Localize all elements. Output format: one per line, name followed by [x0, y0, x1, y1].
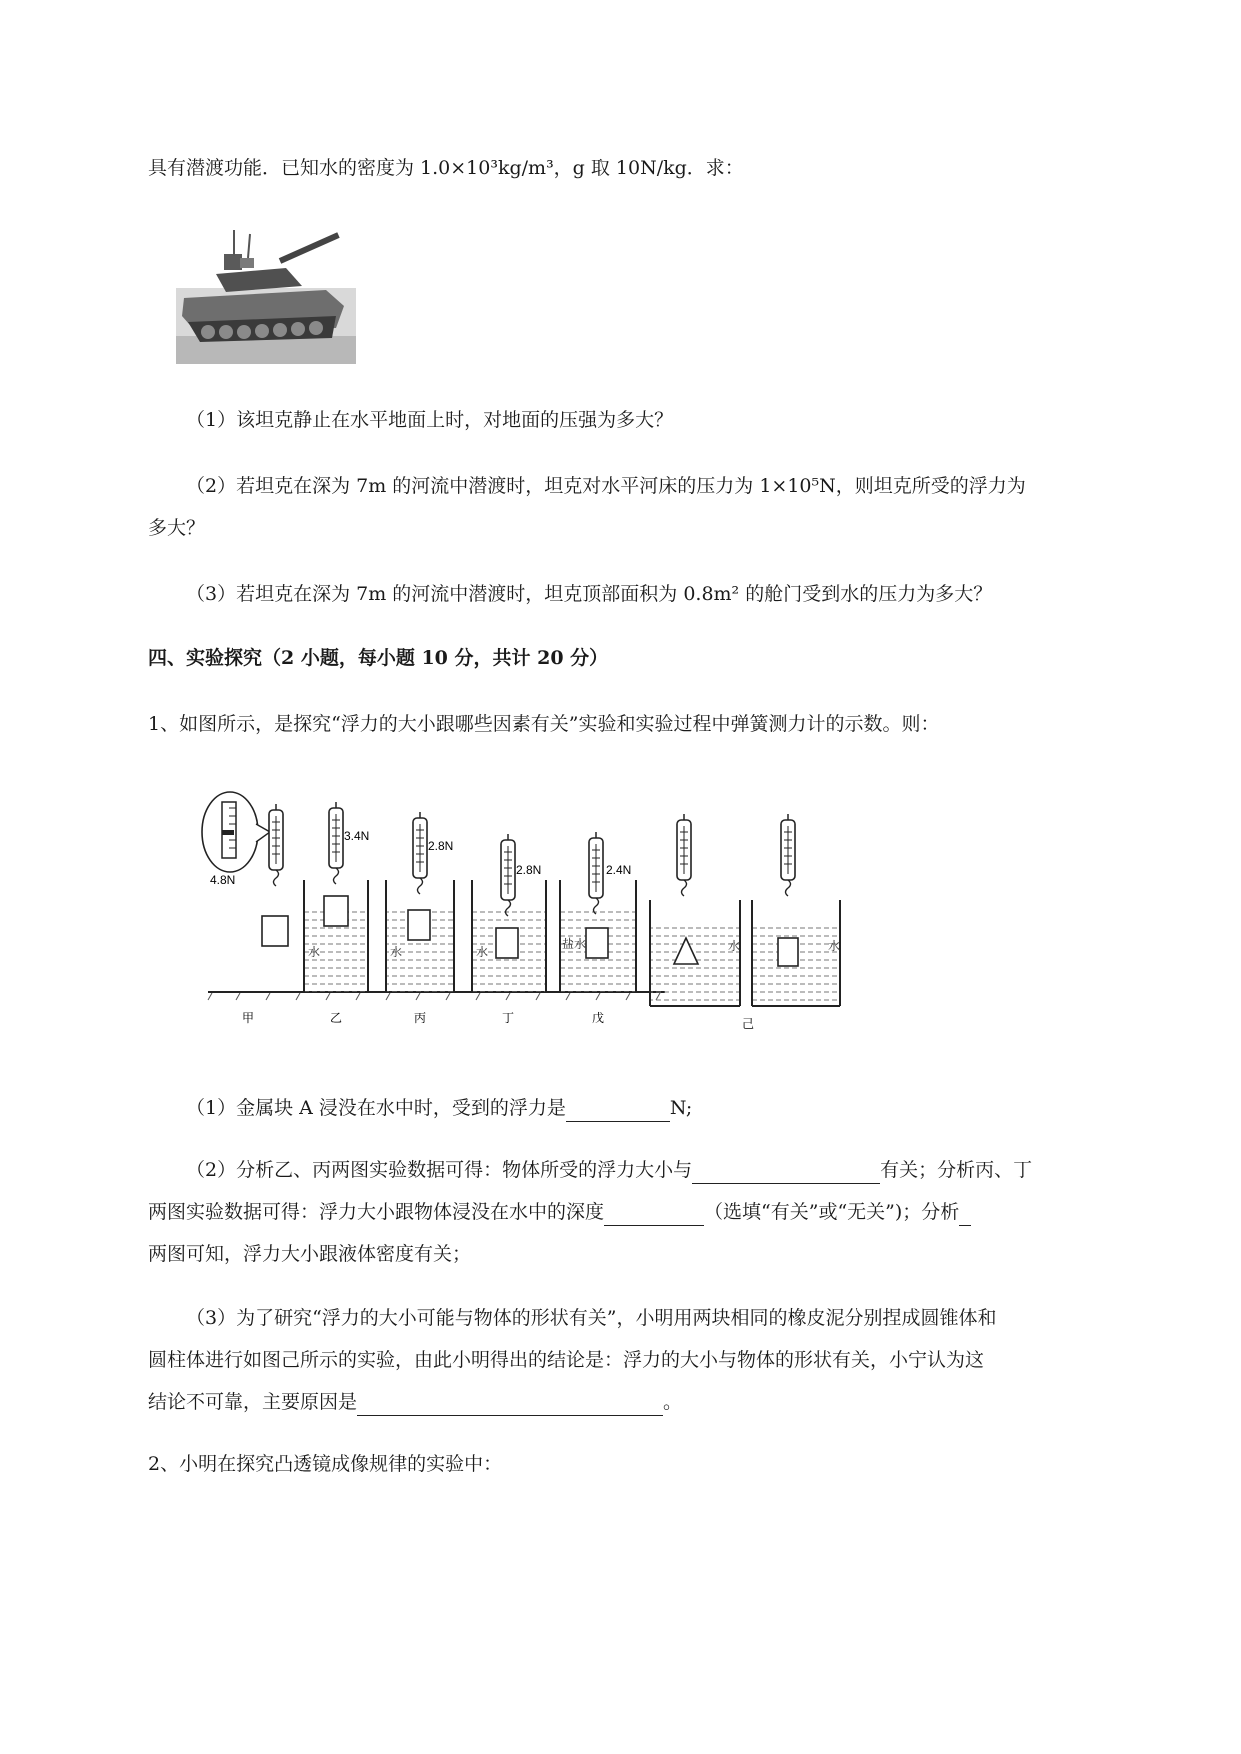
- panel-label: 甲: [242, 1011, 255, 1025]
- answer-blank-2[interactable]: [692, 1161, 880, 1184]
- p1-question-2-line2: 两图实验数据可得：浮力大小跟物体浸没在水中的深度 （选填“有关”或“无关”)；分析: [148, 1198, 971, 1226]
- panel-label: 丁: [502, 1011, 515, 1025]
- answer-blank-3[interactable]: [604, 1203, 704, 1226]
- liquid-label: 水: [390, 945, 403, 959]
- tank-question-2: （2）若坦克在深为 7m 的河流中潜渡时，坦克对水平河床的压力为 1×10⁵N，则坦克所受的浮力为: [186, 475, 1026, 497]
- answer-blank-1[interactable]: [566, 1099, 670, 1122]
- tank-question-3: （3）若坦克在深为 7m 的河流中潜渡时，坦克顶部面积为 0.8m² 的舱门受到水的压力为多大？: [186, 583, 993, 605]
- reading-bing: 2.8N: [428, 839, 454, 853]
- panel-label: 戊: [592, 1011, 605, 1025]
- panel-label: 己: [742, 1017, 755, 1031]
- reading-jia: 4.8N: [210, 873, 236, 887]
- intro-line: 具有潜渡功能．已知水的密度为 1.0×10³kg/m³，g 取 10N/kg．求：: [148, 157, 744, 179]
- p1-question-3-line3: 结论不可靠，主要原因是 。: [148, 1388, 682, 1416]
- panel-label: 乙: [330, 1011, 343, 1025]
- p1-question-3-line2: 圆柱体进行如图己所示的实验，由此小明得出的结论是：浮力的大小与物体的形状有关，小宁认为这: [148, 1349, 985, 1371]
- liquid-label: 水: [476, 945, 489, 959]
- reading-wu: 2.4N: [606, 863, 632, 877]
- tank-question-1: （1）该坦克静止在水平地面上时，对地面的压强为多大？: [186, 409, 674, 431]
- buoyancy-experiment-figure: [200, 780, 960, 1040]
- answer-blank-5[interactable]: [357, 1393, 663, 1416]
- problem1-stem: 1、如图所示，是探究“浮力的大小跟哪些因素有关”实验和实验过程中弹簧测力计的示数。则：: [148, 713, 940, 735]
- reading-yi: 3.4N: [344, 829, 370, 843]
- p1-question-2: （2）分析乙、丙两图实验数据可得：物体所受的浮力大小与 有关；分析丙、丁: [186, 1156, 1032, 1184]
- problem2-stem: 2、小明在探究凸透镜成像规律的实验中：: [148, 1453, 503, 1475]
- tank-photo: [176, 228, 356, 364]
- p1-question-1: （1）金属块 A 浸没在水中时，受到的浮力是 N;: [186, 1094, 692, 1122]
- panel-label: 丙: [414, 1011, 427, 1025]
- reading-ding: 2.8N: [516, 863, 542, 877]
- answer-blank-4[interactable]: [959, 1203, 971, 1226]
- liquid-label: 水: [308, 945, 321, 959]
- section-heading: 四、实验探究（2 小题，每小题 10 分，共计 20 分）: [148, 647, 609, 669]
- liquid-label: 水: [728, 939, 741, 953]
- liquid-label: 水: [828, 939, 841, 953]
- liquid-label: 盐水: [562, 937, 587, 951]
- tank-question-2-cont: 多大？: [148, 517, 206, 539]
- p1-question-3: （3）为了研究“浮力的大小可能与物体的形状有关”，小明用两块相同的橡皮泥分别捏成圆锥体和: [186, 1307, 997, 1329]
- p1-question-2-line3: 两图可知，浮力大小跟液体密度有关；: [148, 1243, 472, 1265]
